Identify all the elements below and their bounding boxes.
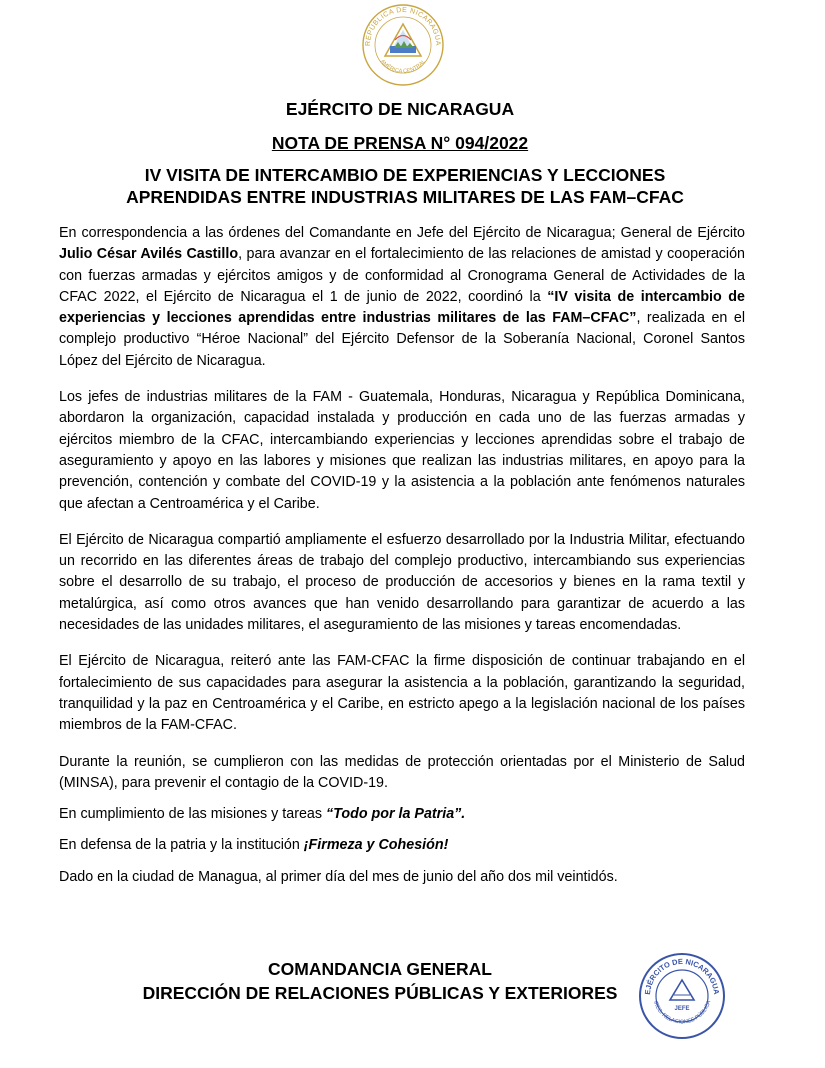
emblem-text-top: REPÚBLICA DE NICARAGUA <box>364 6 442 47</box>
organization-title: EJÉRCITO DE NICARAGUA <box>285 99 515 119</box>
paragraph-7-text: En defensa de la patria y la institución <box>59 837 304 854</box>
paragraph-5: Durante la reunión, se cumplieron con las medidas de protección orientadas por el Ministerio de Salud (MINSA), para prevenir el contagio de la COVID-19. <box>59 753 745 791</box>
headline-line-2: APRENDIDAS ENTRE INDUSTRIAS MILITARES DE LAS FAM–CFAC <box>126 187 684 207</box>
paragraph-1-text-c: , realizada en el complejo productivo “Héroe Nacional” del Ejército Defensor de la Soberanía Nacional, Coronel Santos López del Ejército de Nicaragua. <box>59 310 745 369</box>
paragraph-1-text-a: En correspondencia a las órdenes del Comandante en Jefe del Ejército de Nicaragua; General de Ejército <box>59 225 745 241</box>
paragraph-1-text-b: , para avanzar en el fortalecimiento de las relaciones de amistad y cooperación con fuerzas armadas y ejércitos amigos y de conformidad al Cronograma General de Actividades de la CFAC 2022, el Ejército de Nicaragua el 1 de junio de 2022, coordinó la <box>59 246 745 305</box>
paragraph-2: Los jefes de industrias militares de la FAM - Guatemala, Honduras, Nicaragua y República Dominicana, abordaron la organización, capacidad instalada y producción en cada uno de las fuerzas armadas y ejércitos miembro de la CFAC, intercambiando experiencias y lecciones aprendidas sobre el trabajo de aseguramiento y apoyo en las labores y misiones que realizan las industrias militares, en apoyo para la prevención, contención y combate del COVID-19 y la asistencia a la población ante fenómenos naturales que afectan a Centroamérica y el Caribe. <box>59 389 745 512</box>
paragraph-8: Dado en la ciudad de Managua, al primer día del mes de junio del año dos mil veintidós. <box>59 868 618 885</box>
headline-line-1: IV VISITA DE INTERCAMBIO DE EXPERIENCIAS Y LECCIONES <box>144 165 666 185</box>
headline <box>80 164 730 208</box>
nicaragua-coat-of-arms-icon <box>358 0 448 90</box>
official-seal-stamp-icon <box>636 950 728 1042</box>
svg-text:EJÉRCITO DE NICARAGUA <box>643 957 721 996</box>
seal-text-top: EJÉRCITO DE NICARAGUA <box>642 956 722 996</box>
svg-text:AMÉRICA CENTRAL <box>379 59 427 75</box>
event-title: “IV visita de intercambio de experiencias y lecciones aprendidas entre industrias militares de las FAM–CFAC” <box>59 288 745 327</box>
paragraph-3: El Ejército de Nicaragua compartió ampliamente el esfuerzo desarrollado por la Industria Militar, efectuando un recorrido en las diferentes áreas de trabajo del complejo productivo, intercambiando sus experiencias sobre el desarrollo de su trabajo, el proceso de producción de accesorios y bienes en la rama textil y metalúrgica, así como otros avances que han venido desarrollando para garantizar de acuerdo a las necesidades de las unidades militares, el aseguramiento de las misiones y tareas encomendadas. <box>59 531 745 634</box>
signature-line-1: COMANDANCIA GENERAL <box>268 959 492 979</box>
seal-text-middle: JEFE <box>674 1006 690 1012</box>
body-text <box>59 223 745 903</box>
paragraph-6-text: En cumplimiento de las misiones y tareas <box>59 806 326 823</box>
commander-name: Julio César Avilés Castillo <box>59 246 239 263</box>
paragraph-7 <box>59 835 745 856</box>
paragraph-1 <box>59 223 745 372</box>
emblem-text-bottom: AMÉRICA CENTRAL <box>378 58 428 75</box>
signature-line-2: DIRECCIÓN DE RELACIONES PÚBLICAS Y EXTERIORES <box>142 983 618 1003</box>
motto-todo-por-la-patria: “Todo por la Patria”. <box>326 806 466 823</box>
motto-firmeza-y-cohesion: ¡Firmeza y Cohesión! <box>303 837 449 854</box>
paragraph-6 <box>59 804 745 825</box>
paragraph-4: El Ejército de Nicaragua, reiteró ante las FAM-CFAC la firme disposición de continuar trabajando en el fortalecimiento de sus capacidades para asegurar la asistencia a la población, garantizando la seguridad, tranquilidad y la paz en Centroamérica y el Caribe, en estricto apego a la legislación nacional de los países miembros de la FAM-CFAC. <box>59 653 745 734</box>
seal-text-bottom: IREC. RELACIONES PÚBLICA <box>651 1000 713 1026</box>
signature-block <box>100 957 660 1005</box>
press-note-number: NOTA DE PRENSA N° 094/2022 <box>271 133 529 153</box>
